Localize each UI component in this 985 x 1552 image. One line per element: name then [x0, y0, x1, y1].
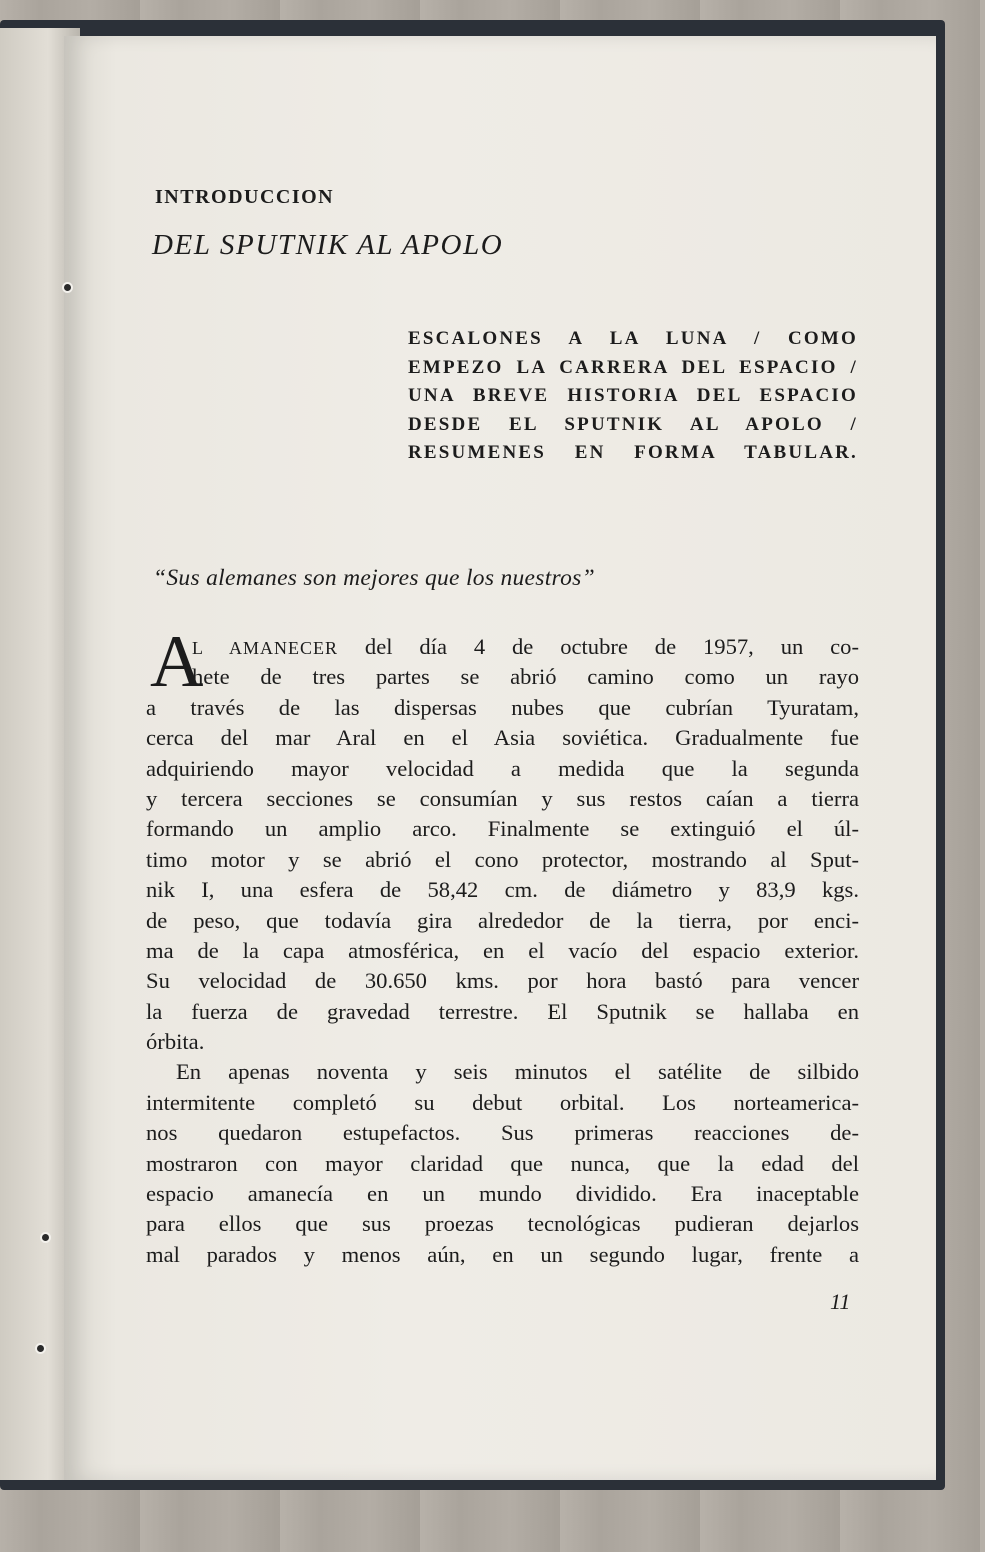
body-line: hete de tres partes se abrió camino como un rayo [192, 664, 859, 690]
body-line: adquiriendo mayor velocidad a medida que la segunda [146, 755, 859, 781]
body-line: nik I, una esfera de 58,42 cm. de diámetro y 83,9 kgs. [146, 877, 859, 903]
summary-line: ESCALONES A LA LUNA / COMO [408, 328, 858, 349]
body-line: Su velocidad de 30.650 kms. por hora bastó para vencer [146, 968, 859, 994]
chapter-summary [408, 325, 858, 468]
binding-stitch [62, 282, 73, 293]
binding-stitch [40, 1232, 51, 1243]
body-line: órbita. [146, 1029, 205, 1055]
binding-stitch [35, 1343, 46, 1354]
section-label: INTRODUCCION [155, 186, 335, 208]
body-line: intermitente completó su debut orbital. Los norteamerica- [146, 1089, 859, 1115]
body-line: para ellos que sus proezas tecnológicas pudieran dejarlos [146, 1211, 859, 1237]
summary-line: RESUMENES EN FORMA TABULAR. [408, 442, 858, 464]
body-text [146, 632, 859, 1270]
body-line: y tercera secciones se consumían y sus restos caían a tierra [146, 785, 859, 811]
page-number: 11 [830, 1289, 851, 1314]
body-line: cerca del mar Aral en el Asia soviética. Gradualmente fue [146, 725, 859, 751]
summary-line: EMPEZO LA CARRERA DEL ESPACIO / [408, 356, 858, 378]
summary-line: UNA BREVE HISTORIA DEL ESPACIO [408, 385, 858, 407]
body-line: espacio amanecía en un mundo dividido. Era inaceptable [146, 1181, 859, 1207]
body-line: mal parados y menos aún, en un segundo lugar, frente a [146, 1241, 859, 1267]
body-line: de peso, que todavía gira alrededor de la tierra, por enci- [146, 907, 859, 933]
body-line: timo motor y se abrió el cono protector, mostrando al Sput- [146, 846, 859, 872]
first-words-smallcaps: L AMANECER [192, 638, 339, 658]
chapter-title: DEL SPUTNIK AL APOLO [152, 229, 504, 261]
body-line: a través de las dispersas nubes que cubrían Tyuratam, [146, 694, 859, 720]
subheading-quote: “Sus alemanes son mejores que los nuestros” [153, 565, 595, 591]
first-line-rest: del día 4 de octubre de 1957, un co- [338, 634, 860, 659]
drop-cap: A [150, 621, 204, 703]
summary-line: DESDE EL SPUTNIK AL APOLO / [408, 413, 858, 435]
body-line: la fuerza de gravedad terrestre. El Sputnik se hallaba en [146, 998, 859, 1024]
body-line: mostraron con mayor claridad que nunca, que la edad del [146, 1150, 859, 1176]
body-line: En apenas noventa y seis minutos el satélite de silbido [176, 1059, 859, 1085]
body-line: formando un amplio arco. Finalmente se extinguió el úl- [146, 816, 859, 842]
body-line: nos quedaron estupefactos. Sus primeras reacciones de- [146, 1120, 859, 1146]
body-line-first [146, 632, 859, 662]
body-line: ma de la capa atmosférica, en el vacío del espacio exterior. [146, 937, 859, 963]
